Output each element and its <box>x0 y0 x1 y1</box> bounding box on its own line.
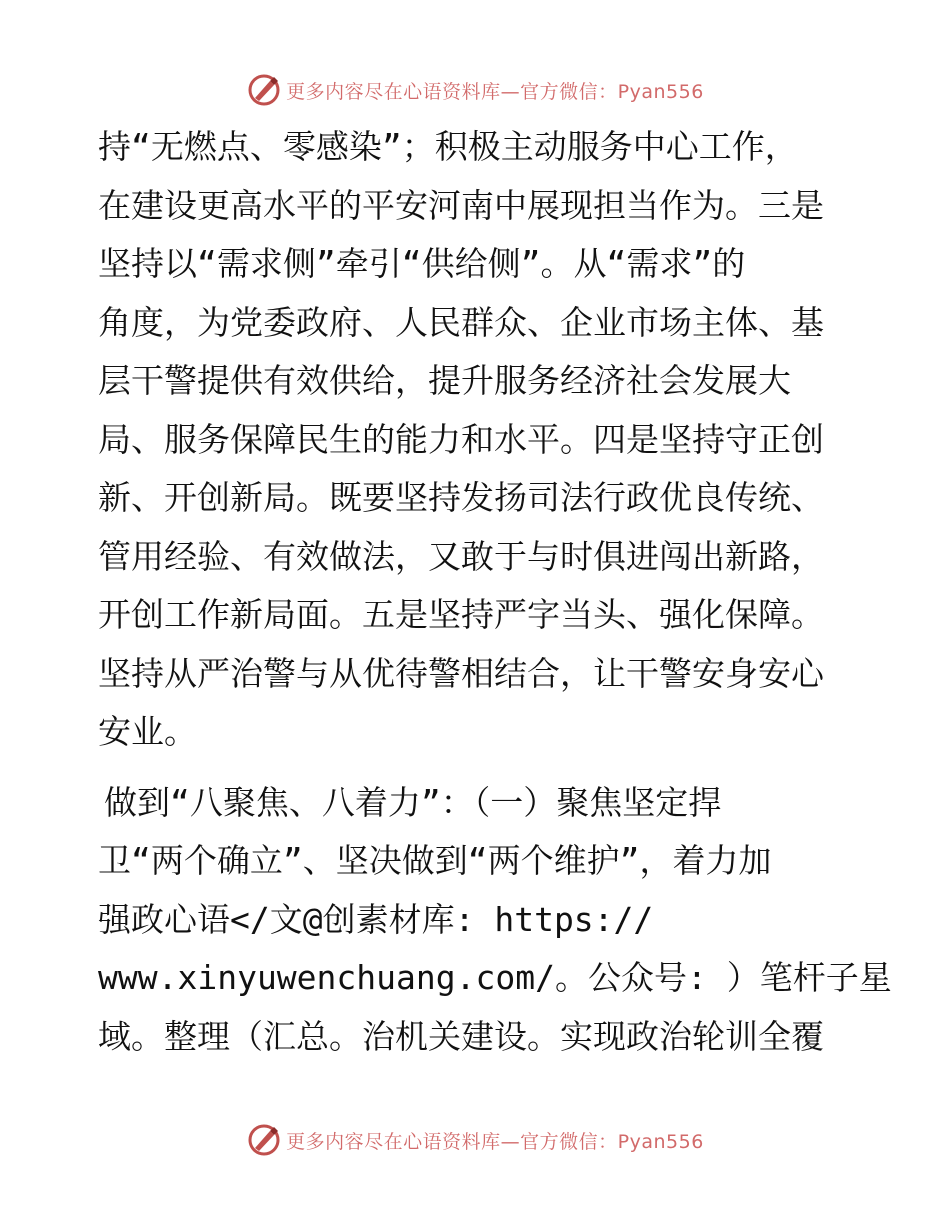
text-line: 新、开创新局。既要坚持发扬司法行政优良传统、 <box>98 478 824 517</box>
text-line: 卫“两个确立”、坚决做到“两个维护”，着力加 <box>98 841 772 880</box>
footer-watermark-text: 更多内容尽在心语资料库—官方微信：Pyan556 <box>286 1130 704 1153</box>
header-watermark-banner <box>0 70 950 110</box>
text-line: 强政心语</文@创素材库: https:// <box>98 899 654 939</box>
pen-nib-logo-icon <box>246 72 282 108</box>
text-line: 域。整理（汇总。治机关建设。实现政治轮训全覆 <box>98 1016 824 1056</box>
text-line: 开创工作新局面。五是坚持严字当头、强化保障。 <box>98 595 824 634</box>
text-line: 局、服务保障民生的能力和水平。四是坚持守正创 <box>98 419 824 459</box>
text-line: 在建设更高水平的平安河南中展现担当作为。三是 <box>98 185 824 225</box>
paragraph-1 <box>98 118 858 762</box>
text-line: 持“无燃点、零感染”；积极主动服务中心工作， <box>98 127 798 166</box>
header-watermark-text: 更多内容尽在心语资料库—官方微信：Pyan556 <box>286 80 704 103</box>
paragraph-2 <box>98 774 892 1067</box>
text-line: 安业。 <box>98 712 197 751</box>
text-line: www.xinyuwenchuang.com/。公众号: ）笔杆子星 <box>98 958 892 997</box>
text-line: 坚持以“需求侧”牵引“供给侧”。从“需求”的 <box>98 244 746 283</box>
text-line: 管用经验、有效做法，又敢于与时俱进闯出新路， <box>98 536 824 576</box>
text-line: 角度，为党委政府、人民群众、企业市场主体、基 <box>98 302 824 342</box>
paragraph-gap <box>98 762 858 774</box>
text-line: 层干警提供有效供给，提升服务经济社会发展大 <box>98 361 791 400</box>
text-line: 坚持从严治警与从优待警相结合，让干警安身安心 <box>98 653 824 693</box>
text-line: 做到“八聚焦、八着力”：（一）聚焦坚定捍 <box>104 782 722 822</box>
footer-watermark-banner <box>0 1120 950 1160</box>
document-body <box>98 118 892 1066</box>
pen-nib-logo-icon <box>246 1122 282 1158</box>
